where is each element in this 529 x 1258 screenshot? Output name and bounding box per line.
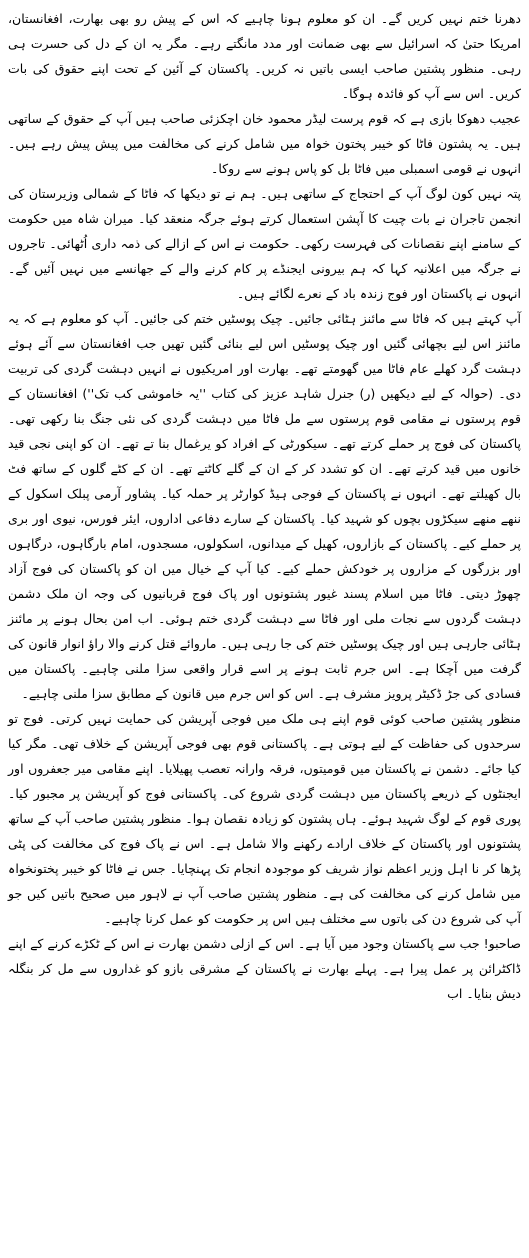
article-paragraph-1: دھرنا ختم نہیں کریں گے۔ ان کو معلوم ہونا چاہیے کہ اس کے پیش رو بھی بھارت، افغانستان، امریکا حتیٰ کہ اسرائیل سے بھی ضمانت اور مدد مانگتے رہے۔ مگر یہ ان کے دل کی حسرت ہی رہی۔ منظور پشتین صاحب ایسی باتیں نہ کریں۔ پاکستان کے آئین کے تحت اپنے حقوق کی بات کریں۔ اس سے آپ کو فائدہ ہوگا۔ [8, 11, 521, 101]
article-paragraph-5: منظور پشتین صاحب کوئی قوم اپنے ہی ملک میں فوجی آپریشن کی حمایت نہیں کرتی۔ فوج تو سرحدوں کی حفاظت کے لیے ہوتی ہے۔ پاکستانی قوم بھی فوجی آپریشن کے خلاف تھی۔ مگر کیا کیا جائے۔ دشمن نے پاکستان میں قومیتوں، فرقہ وارانہ تعصب پھیلایا۔ اپنے مقامی میر جعفروں اور ایجنٹوں کے ذریعے پاکستان میں دہشت گردی شروع کی۔ پاکستانی فوج کو آپریشن پر مجبور کیا۔ پوری قوم کے لوگ شہید ہوئے۔ ہاں پشتون کو زیادہ نقصان ہوا۔ منظور پشتین صاحب آپ کے ساتھ پشتونوں اور پاکستان کے خلاف ارادے رکھنے والا شامل ہے۔ اس نے پاک فوج کی مخالفت کی پٹی پڑھا کر نا اہل وزیر اعظم نواز شریف کو موجودہ انجام تک پہنچایا۔ جس نے فاٹا کو خیبر پختونخواہ میں شامل کرنے کی مخالفت کی ہے۔ منظور پشتین صاحب آپ نے لاہور میں صحیح باتیں کیں جو آپ کی شروع دن کی باتوں سے مختلف ہیں اس پر حکومت کو عمل کرنا چاہیے۔ [8, 711, 521, 926]
article-paragraph-2: عجیب دھوکا بازی ہے کہ قوم پرست لیڈر محمود خان اچکزئی صاحب ہیں آپ کے حقوق کے ساتھی ہیں۔ یہ پشتون فاٹا کو خیبر پختون خواہ میں شامل کرنے کی مخالفت میں پیش پیش رہے ہیں۔ انہوں نے قومی اسمبلی میں فاٹا بل کو پاس ہونے سے روکا۔ [8, 111, 521, 176]
article-paragraph-3: پتہ نہیں کون لوگ آپ کے احتجاج کے ساتھی ہیں۔ ہم نے تو دیکھا کہ فاٹا کے شمالی وزیرستان کی انجمن تاجران نے بات چیت کا آپشن استعمال کرتے ہوئے جرگہ منعقد کیا۔ میران شاہ میں حکومت کے سامنے اپنے نقصانات کی فہرست رکھی۔ حکومت نے اس کے ازالے کی ذمہ داری اُٹھائی۔ تاجروں نے جرگہ میں اعلانیہ کہا کہ ہم بیرونی ایجنڈے پر کام کرنے والے کے جھانسے میں نہیں آئیں گے۔ انہوں نے پاکستان اور فوج زندہ باد کے نعرے لگائے ہیں۔ [8, 186, 521, 301]
article-paragraph-4: آپ کہتے ہیں کہ فاٹا سے مائنز ہٹائی جائیں۔ چیک پوسٹیں ختم کی جائیں۔ آپ کو معلوم ہے کہ یہ مائنز اس لیے بچھائی گئیں اور چیک پوسٹیں اس لیے بنائی گئیں تھیں جب افغانستان سے آئے ہوئے دہشت گرد کھلے عام فاٹا میں گھومتے تھے۔ بھارت اور امریکیوں نے انہیں دہشت گردی کی تربیت دی۔ (حوالہ کے لیے دیکھیں (ر) جنرل شاہد عزیز کی کتاب ''یہ خاموشی کب تک'') افغانستان کے قوم پرستوں نے مقامی قوم پرستوں سے مل فاٹا میں دہشت گردی کی نئی جنگ بنا رکھی تھی۔ پاکستان کی فوج پر حملے کرتے تھے۔ سیکورٹی کے افراد کو یرغمال بنا تے تھے۔ ان کو اپنی نجی قید خانوں میں قید کرتے تھے۔ ان کو تشدد کر کے ان کے گلے کاٹتے تھے۔ ان کے کٹے گلوں کے ساتھ فٹ بال کھیلتے تھے۔ انہوں نے پاکستان کے فوجی ہیڈ کوارٹر پر حملہ کیا۔ پشاور آرمی پبلک اسکول کے ننھے منھے سیکڑوں بچوں کو شہید کیا۔ پاکستان کے سارے دفاعی اداروں، ایئر فورس، نیوی اور بری پر حملے کیے۔ پاکستان کے بازاروں، کھیل کے میدانوں، اسکولوں، مسجدوں، امام بارگاہوں، درگاہوں اور بزرگوں کے مزاروں پر خودکش حملے کیے۔ کیا آپ کے خیال میں ان کو پاکستان کی فوج آزاد چھوڑ دیتی۔ فاٹا میں اسلام پسند غیور پشتونوں اور پاک فوج قربانیوں کی وجہ ان ملک دشمن دہشت گردوں سے نجات ملی اور فاٹا سے دہشت گردی ختم ہوئی۔ اب امن بحال ہونے پر مائنز ہٹائی جارہی ہیں اور چیک پوسٹیں ختم کی جا رہی ہیں۔ ماروائے قتل کرنے والا راؤ انوار قانون کی گرفت میں آچکا ہے۔ اس جرم ثابت ہونے پر اسے قرار واقعی سزا ملنی چاہیے۔ پاکستان میں فسادی کی جڑ ڈکیٹر پرویز مشرف ہے۔ اس کو اس جرم میں قانون کے مطابق سزا ملنی چاہیے۔ [8, 311, 521, 701]
article-paragraph-6: صاحبو! جب سے پاکستان وجود میں آیا ہے۔ اس کے ازلی دشمن بھارت نے اس کے ٹکڑے کرنے کے اپنے ڈاکٹرائن پر عمل پیرا ہے۔ پہلے بھارت نے پاکستان کے مشرقی بازو کو غداروں سے مل کر بنگلہ دیش بنایا۔ اب [8, 936, 521, 1001]
